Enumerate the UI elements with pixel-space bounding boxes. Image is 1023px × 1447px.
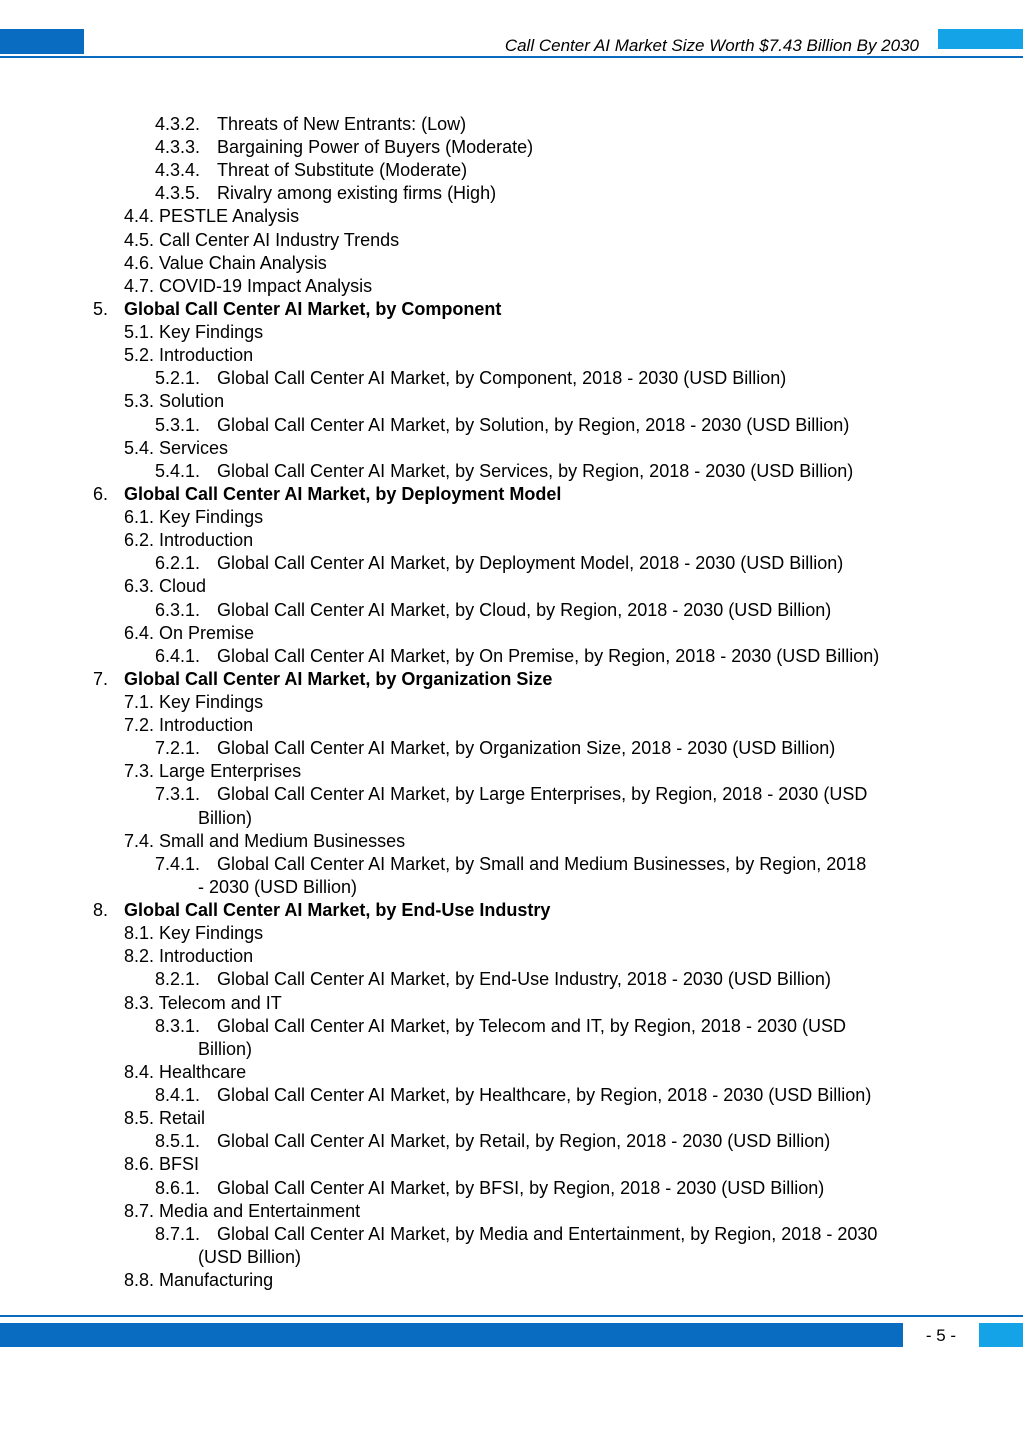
toc-title: Introduction (154, 946, 254, 967)
toc-title: Global Call Center AI Market, by Deployment Model, 2018 - 2030 (USD Billion) (217, 553, 844, 574)
toc-section (124, 390, 224, 412)
toc-section (124, 437, 228, 459)
toc-title: Introduction (154, 530, 254, 551)
toc-number: 6.2.1. (155, 553, 201, 574)
toc-title: Global Call Center AI Market, by Component (124, 298, 502, 319)
toc-subsection (155, 853, 866, 875)
toc-number: 8.5.1. (155, 1131, 201, 1152)
toc-title: Global Call Center AI Market, by Telecom and IT, by Region, 2018 - 2030 (USD (217, 1015, 846, 1036)
toc-title: Manufacturing (154, 1270, 274, 1290)
toc-title: Large Enterprises (154, 761, 302, 782)
toc-number: 7.2. (124, 715, 155, 736)
toc-title: Global Call Center AI Market, by On Premise, by Region, 2018 - 2030 (USD Billion) (217, 645, 880, 666)
toc-title: Media and Entertainment (154, 1200, 361, 1221)
toc-section (124, 1061, 246, 1083)
toc-number: 4.3.3. (155, 137, 201, 158)
toc-subsection (155, 1084, 871, 1106)
toc-chapter (93, 899, 550, 921)
toc-number: 7.2.1. (155, 738, 201, 759)
toc-number: 8.5. (124, 1108, 155, 1129)
toc-number: 7.3.1. (155, 784, 201, 805)
toc-title: Telecom and IT (154, 992, 282, 1013)
toc-number: 6.4.1. (155, 645, 201, 666)
toc-title: On Premise (154, 622, 255, 643)
toc-section (124, 945, 253, 967)
toc-title-continuation: Billion) (198, 807, 253, 828)
toc-subsection (155, 599, 831, 621)
toc-section (124, 714, 253, 736)
toc-subsection (155, 1130, 830, 1152)
toc-title: Global Call Center AI Market, by Cloud, by Region, 2018 - 2030 (USD Billion) (217, 599, 832, 620)
toc-title: Global Call Center AI Market, by Large Enterprises, by Region, 2018 - 2030 (USD (217, 784, 868, 805)
toc-chapter (93, 483, 561, 505)
toc-number: 4.7. (124, 275, 155, 296)
toc-title: Global Call Center AI Market, by Services, by Region, 2018 - 2030 (USD Billion) (217, 460, 854, 481)
toc-title: BFSI (154, 1154, 200, 1175)
toc-section (124, 275, 372, 297)
toc-number: 5.2.1. (155, 368, 201, 389)
toc-title-continuation: (USD Billion) (198, 1246, 302, 1267)
toc-number: 4.3.2. (155, 114, 201, 134)
toc-number: 8.8. (124, 1270, 155, 1290)
toc-subsection (155, 159, 467, 181)
toc-section (124, 691, 263, 713)
footer-right-block (979, 1323, 1023, 1347)
toc-number: 7.4. (124, 830, 155, 851)
toc-section (124, 760, 301, 782)
toc-title-continuation: - 2030 (USD Billion) (198, 876, 358, 897)
toc-title: Services (154, 437, 229, 458)
toc-section (124, 1107, 205, 1129)
toc-title: Threat of Substitute (Moderate) (217, 160, 468, 181)
toc-number: 8.2. (124, 946, 155, 967)
page-number: - 5 - (925, 1326, 957, 1345)
toc-title: Bargaining Power of Buyers (Moderate) (217, 137, 534, 158)
header-left-block (0, 29, 84, 54)
toc-number: 6.4. (124, 622, 155, 643)
toc-number: 6. (93, 483, 109, 504)
toc-title: Small and Medium Businesses (154, 830, 406, 851)
toc-subsection (155, 136, 533, 158)
toc-number: 5. (93, 298, 109, 319)
toc-section (124, 205, 299, 227)
toc-number: 7.1. (124, 692, 155, 712)
toc-number: 4.3.5. (155, 183, 201, 204)
header-rule (0, 56, 1023, 58)
header-right-block (938, 29, 1023, 49)
toc-number: 4.4. (124, 206, 155, 227)
toc-number: 5.4. (124, 437, 155, 458)
toc-number: 4.3.4. (155, 160, 201, 181)
toc-section (124, 992, 282, 1014)
toc-number: 8.3. (124, 992, 155, 1013)
toc-subsection (155, 414, 849, 436)
toc-section (124, 229, 399, 251)
toc-section (124, 622, 254, 644)
footer-rule (0, 1315, 1023, 1317)
toc-title: Global Call Center AI Market, by End-Use Industry (124, 900, 551, 921)
toc-subsection (155, 552, 843, 574)
toc-section (124, 575, 206, 597)
toc-number: 6.1. (124, 507, 155, 528)
toc-number: 8.2.1. (155, 969, 201, 990)
toc-chapter (93, 668, 552, 690)
toc-number: 5.3.1. (155, 414, 201, 435)
toc-section (124, 321, 263, 343)
toc-title: Rivalry among existing firms (High) (217, 183, 497, 204)
toc-section (124, 1200, 360, 1222)
toc-title: Global Call Center AI Market, by Retail, by Region, 2018 - 2030 (USD Billion) (217, 1131, 831, 1152)
toc-title: Global Call Center AI Market, by Solution, by Region, 2018 - 2030 (USD Billion) (217, 414, 850, 435)
toc-section (124, 506, 263, 528)
toc-title: Global Call Center AI Market, by Organization Size, 2018 - 2030 (USD Billion) (217, 738, 836, 759)
footer-bar (0, 1323, 903, 1347)
toc-title: Retail (154, 1108, 206, 1129)
toc-number: 8.3.1. (155, 1015, 201, 1036)
toc-title: Global Call Center AI Market, by Healthcare, by Region, 2018 - 2030 (USD Billion) (217, 1085, 872, 1106)
toc-title: Global Call Center AI Market, by Deployment Model (124, 483, 562, 504)
toc-subsection (155, 1015, 846, 1037)
toc-number: 8.4.1. (155, 1085, 201, 1106)
toc-number: 5.3. (124, 391, 155, 412)
toc-number: 4.5. (124, 229, 155, 250)
toc-title: Introduction (154, 345, 254, 366)
toc-number: 8.6. (124, 1154, 155, 1175)
toc-title: Key Findings (154, 322, 264, 343)
toc-title: Global Call Center AI Market, by Small and Medium Businesses, by Region, 2018 (217, 853, 867, 874)
toc-title: Global Call Center AI Market, by Component, 2018 - 2030 (USD Billion) (217, 368, 787, 389)
toc-title: Key Findings (154, 692, 264, 712)
toc-number: 7. (93, 668, 109, 689)
toc-subsection (155, 1177, 824, 1199)
toc-title: Key Findings (154, 923, 264, 944)
toc-subsection (155, 460, 853, 482)
toc-section (124, 922, 263, 944)
toc-subsection (155, 968, 831, 990)
toc-title: Threats of New Entrants: (Low) (217, 114, 467, 134)
toc-number: 5.4.1. (155, 460, 201, 481)
toc-section (124, 1269, 273, 1291)
toc-title: Call Center AI Industry Trends (154, 229, 400, 250)
toc-number: 7.3. (124, 761, 155, 782)
toc-title: Solution (154, 391, 225, 412)
toc-subsection (155, 783, 867, 805)
toc-subsection (155, 737, 835, 759)
toc-number: 4.6. (124, 252, 155, 273)
toc-section (124, 529, 253, 551)
toc-number: 5.2. (124, 345, 155, 366)
toc-title-continuation: Billion) (198, 1038, 253, 1059)
toc-number: 8.7.1. (155, 1223, 201, 1244)
toc-title: Global Call Center AI Market, by Organization Size (124, 668, 553, 689)
toc-section (124, 252, 327, 274)
toc-number: 5.1. (124, 322, 155, 343)
toc-section (124, 344, 253, 366)
toc-subsection (155, 113, 466, 135)
toc-number: 8.4. (124, 1061, 155, 1082)
toc-title: Value Chain Analysis (154, 252, 327, 273)
toc-number: 7.4.1. (155, 853, 201, 874)
toc-subsection (155, 645, 879, 667)
toc-section (124, 830, 405, 852)
toc-chapter (93, 298, 501, 320)
toc-title: Introduction (154, 715, 254, 736)
toc-subsection (155, 367, 786, 389)
toc-number: 8.7. (124, 1200, 155, 1221)
toc-number: 6.3.1. (155, 599, 201, 620)
toc-subsection (155, 1223, 877, 1245)
toc-number: 6.3. (124, 576, 155, 597)
toc-title: Key Findings (154, 507, 264, 528)
toc-title: PESTLE Analysis (154, 206, 300, 227)
toc-title: COVID-19 Impact Analysis (154, 275, 373, 296)
toc-title: Global Call Center AI Market, by End-Use Industry, 2018 - 2030 (USD Billion) (217, 969, 831, 990)
toc-title: Healthcare (154, 1061, 247, 1082)
toc-number: 8.6.1. (155, 1177, 201, 1198)
toc-number: 6.2. (124, 530, 155, 551)
toc-title: Cloud (154, 576, 207, 597)
toc-subsection (155, 182, 496, 204)
toc-section (124, 1153, 199, 1175)
toc-number: 8. (93, 900, 109, 921)
header-title: Call Center AI Market Size Worth $7.43 Billion By 2030 (504, 36, 919, 55)
toc-title: Global Call Center AI Market, by BFSI, by Region, 2018 - 2030 (USD Billion) (217, 1177, 825, 1198)
toc-title: Global Call Center AI Market, by Media and Entertainment, by Region, 2018 - 2030 (217, 1223, 878, 1244)
toc-number: 8.1. (124, 923, 155, 944)
